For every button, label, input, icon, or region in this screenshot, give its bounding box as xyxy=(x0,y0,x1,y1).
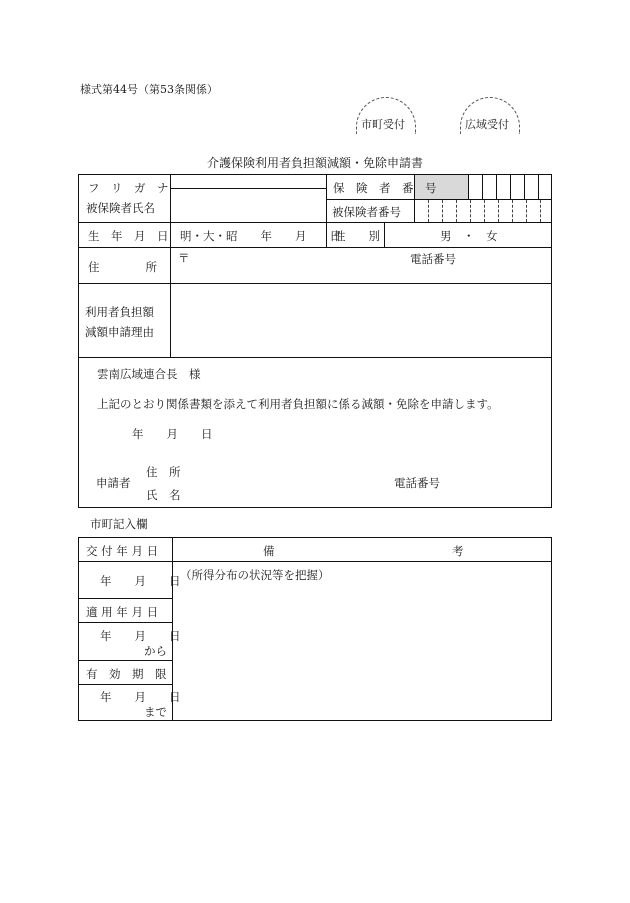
insured-number-cell-line xyxy=(442,200,443,222)
insured-number-cell-line xyxy=(456,200,457,222)
insured-number-cell-line xyxy=(498,200,499,222)
sex-label: 性 別 xyxy=(334,229,380,243)
insurer-number-label: 保 険 者 番 号 xyxy=(333,181,437,195)
form-number: 様式第44号（第53条関係） xyxy=(80,83,218,96)
insured-number-cell-line xyxy=(428,200,429,222)
reason-label-line-1: 利用者負担額 xyxy=(85,305,154,319)
row-divider-3 xyxy=(78,283,552,284)
insured-number-label: 被保険者番号 xyxy=(332,205,401,219)
insurer-number-cell-line xyxy=(524,174,525,199)
postal-mark: 〒 xyxy=(178,251,190,265)
issue-date-placeholder: 年 月 日 xyxy=(100,574,181,588)
insurer-number-cell-line xyxy=(538,174,539,199)
sex-value: 男 ・ 女 xyxy=(440,229,498,243)
city-row-divider-4 xyxy=(78,684,172,685)
address-label: 住 所 xyxy=(88,260,157,274)
insurer-number-cell-line xyxy=(482,174,483,199)
stamp-city-label: 市町受付 xyxy=(361,118,405,131)
city-row-divider-1 xyxy=(78,598,172,599)
until-label: まで xyxy=(144,705,167,719)
city-row-divider-3 xyxy=(78,660,172,661)
birthdate-value: 明・大・昭 年 月 日 xyxy=(180,229,341,243)
valid-date-placeholder: 年 月 日 xyxy=(100,690,181,704)
remarks-note: （所得分布の状況等を把握） xyxy=(180,568,330,582)
insurer-number-cell-line xyxy=(496,174,497,199)
insured-number-cell-line xyxy=(526,200,527,222)
furigana-divider xyxy=(170,188,326,189)
label-column-divider xyxy=(170,174,171,357)
issue-date-label: 交 付 年 月 日 xyxy=(86,544,159,558)
applicant-address-label: 住 所 xyxy=(146,465,181,479)
reason-label-line-2: 減額申請理由 xyxy=(85,325,154,339)
stamp-area-label: 広域受付 xyxy=(465,118,509,131)
from-label: から xyxy=(144,644,167,658)
insured-name-label: 被保険者氏名 xyxy=(86,201,155,215)
insured-number-cell-line xyxy=(470,200,471,222)
row-divider-2 xyxy=(78,247,552,248)
declaration-statement: 上記のとおり関係書類を添えて利用者負担額に係る減額・免除を申請します。 xyxy=(97,397,499,411)
number-row-divider xyxy=(326,199,552,200)
insured-number-cell-line xyxy=(512,200,513,222)
applicant-table xyxy=(78,174,552,508)
declaration-date: 年 月 日 xyxy=(132,427,213,441)
addressee: 雲南広域連合長 様 xyxy=(97,367,201,381)
row-divider-4 xyxy=(78,357,552,358)
apply-date-placeholder: 年 月 日 xyxy=(100,629,181,643)
insured-number-cell-line xyxy=(540,200,541,222)
remarks-label-left: 備 xyxy=(263,544,275,558)
insurer-number-cell-line xyxy=(468,174,469,199)
city-row-divider-2 xyxy=(78,622,172,623)
apply-date-label: 適 用 年 月 日 xyxy=(86,605,159,619)
furigana-label: フ リ ガ ナ xyxy=(88,181,169,195)
applicant-name-label: 氏 名 xyxy=(146,488,181,502)
city-header-divider xyxy=(78,561,552,562)
sex-divider xyxy=(384,222,385,247)
form-title: 介護保険利用者負担額減額・免除申請書 xyxy=(206,156,423,170)
phone-label: 電話番号 xyxy=(410,252,456,266)
insured-number-cell-line xyxy=(484,200,485,222)
valid-period-label: 有 効 期 限 xyxy=(86,667,167,681)
applicant-label: 申請者 xyxy=(96,476,131,490)
remarks-label-right: 考 xyxy=(452,544,464,558)
row-divider-1 xyxy=(78,222,552,223)
city-section-title: 市町記入欄 xyxy=(90,517,148,531)
birthdate-label: 生 年 月 日 xyxy=(88,229,169,243)
applicant-phone-label: 電話番号 xyxy=(394,476,440,490)
insurer-number-cell-line xyxy=(510,174,511,199)
